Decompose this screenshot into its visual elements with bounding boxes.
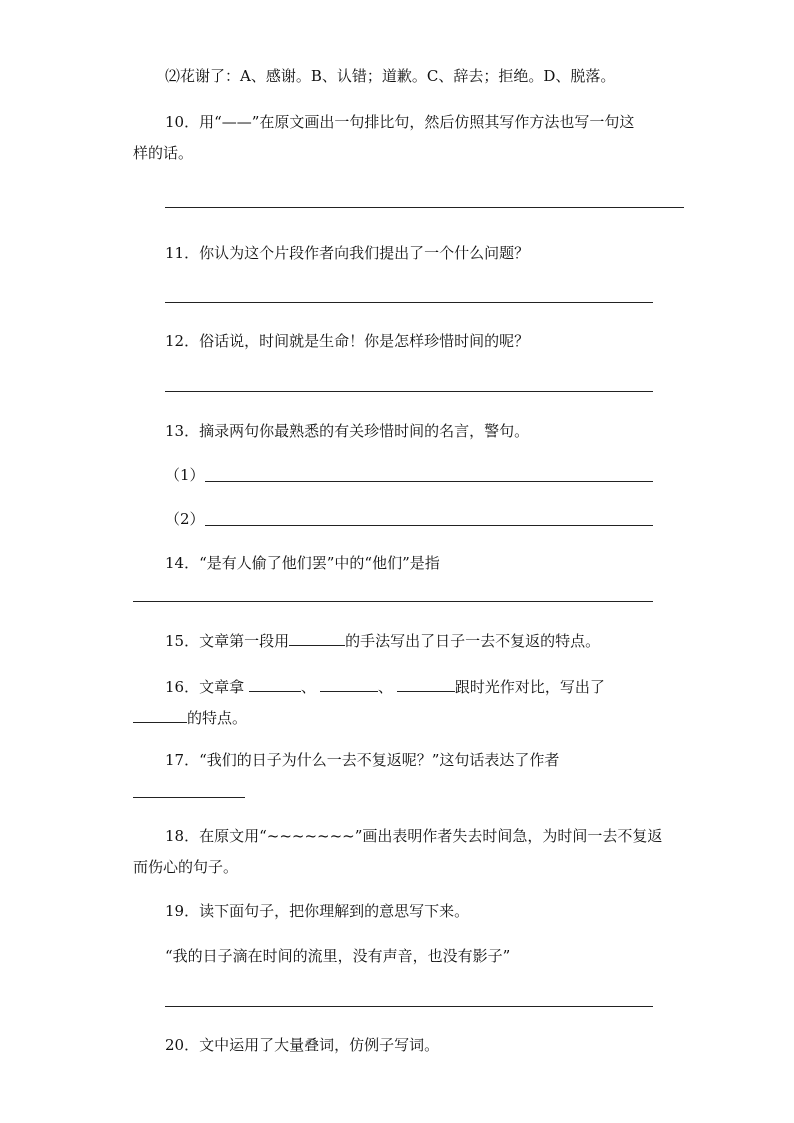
question-12: 12．俗话说，时间就是生命！你是怎样珍惜时间的呢？ xyxy=(165,332,530,350)
question-11: 11．你认为这个片段作者向我们提出了一个什么问题？ xyxy=(165,244,530,262)
question-20: 20．文中运用了大量叠词，仿例子写词。 xyxy=(165,1036,440,1054)
blank-q16-3[interactable] xyxy=(397,675,455,692)
question-9-part-2: ⑵花谢了：A、感谢。B、认错；道歉。C、辞去；拒绝。D、脱落。 xyxy=(165,67,616,85)
question-10-line1: 10．用“——”在原文画出一句排比句，然后仿照其写作方法也写一句这 xyxy=(165,113,635,131)
blank-q16-1[interactable] xyxy=(249,675,301,692)
q16-line2-after: 的特点。 xyxy=(187,709,248,727)
question-18-line1: 18．在原文用“~~~~~~~”画出表明作者失去时间急，为时间一去不复返 xyxy=(165,827,663,845)
q16-sep1: 、 xyxy=(300,678,316,696)
question-17: 17．“我们的日子为什么一去不复返呢？”这句话表达了作者 xyxy=(165,751,560,769)
question-15 xyxy=(165,629,600,651)
q13-label-1: （1） xyxy=(165,466,205,484)
question-14: 14．“是有人偷了他们罢”中的“他们”是指 xyxy=(165,554,440,572)
question-10-line2: 样的话。 xyxy=(133,144,194,162)
question-16-line2 xyxy=(133,706,247,728)
answer-line-q17[interactable] xyxy=(133,797,245,798)
answer-line-q11[interactable] xyxy=(165,302,653,303)
blank-q16-4[interactable] xyxy=(133,706,187,723)
answer-line-q12[interactable] xyxy=(165,391,653,392)
blank-q15[interactable] xyxy=(289,629,345,646)
q16-after: 跟时光作对比，写出了 xyxy=(454,678,605,696)
answer-line-q13-1[interactable] xyxy=(205,481,653,482)
q13-label-2: （2） xyxy=(165,510,205,528)
answer-line-q10[interactable] xyxy=(165,207,684,208)
q16-sep2: 、 xyxy=(377,678,393,696)
q16-before: 16．文章拿 xyxy=(165,678,245,696)
answer-line-q14[interactable] xyxy=(133,601,653,602)
question-19: 19．读下面句子，把你理解到的意思写下来。 xyxy=(165,902,470,920)
question-16-line1 xyxy=(165,675,605,697)
q15-after: 的手法写出了日子一去不复返的特点。 xyxy=(345,632,601,650)
q15-before: 15．文章第一段用 xyxy=(165,632,290,650)
answer-line-q19[interactable] xyxy=(165,1006,653,1007)
blank-q16-2[interactable] xyxy=(320,675,378,692)
question-18-line2: 而伤心的句子。 xyxy=(133,858,239,876)
q19-quote: “我的日子滴在时间的流里，没有声音，也没有影子” xyxy=(165,947,511,965)
question-13: 13．摘录两句你最熟悉的有关珍惜时间的名言，警句。 xyxy=(165,422,530,440)
answer-line-q13-2[interactable] xyxy=(205,525,653,526)
